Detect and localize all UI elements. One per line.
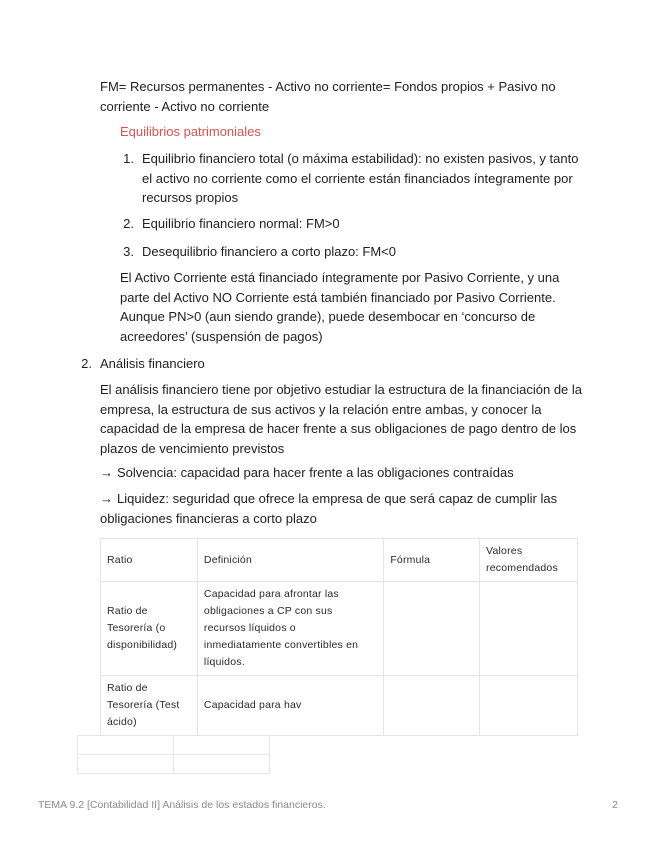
ratios-table	[100, 538, 578, 736]
fm-line-1: FM= Recursos permanentes - Activo no corriente= Fondos propios + Pasivo no	[100, 79, 556, 94]
cell-line: disponibilidad)	[107, 639, 178, 651]
note-line: El Activo Corriente está financiado íntegramente por Pasivo Corriente, y una	[120, 270, 560, 285]
cell-formula	[384, 676, 480, 736]
table-row	[78, 736, 270, 755]
table-row	[101, 582, 578, 676]
note-line: Aunque PN>0 (aun siendo grande), puede desembocar en ‘concurso de	[120, 309, 536, 324]
cell-line: Tesorería (o	[107, 622, 166, 634]
note-line: parte del Activo NO Corriente está también financiado por Pasivo Corriente.	[120, 289, 556, 305]
analisis-paragraph	[100, 380, 582, 458]
paragraph-line: El análisis financiero tiene por objetivo estudiar la estructura de la financiación de la	[100, 382, 583, 397]
cell-definicion: Capacidad para hav	[197, 676, 383, 736]
section-title: Análisis financiero	[100, 356, 205, 371]
cell-line: Capacidad para afrontar las	[203, 588, 339, 600]
liquidez-text-line2: obligaciones financieras a corto plazo	[100, 510, 317, 526]
header-formula: Fórmula	[384, 539, 480, 582]
solvencia-line	[100, 463, 514, 483]
cell-line: Tesorería (Test	[107, 699, 180, 711]
list-number: 1.	[123, 151, 134, 166]
cell-line: recursos líquidos o	[203, 622, 296, 634]
empty-cell	[78, 736, 174, 755]
desequilibrio-note	[120, 268, 559, 346]
empty-cell	[174, 736, 270, 755]
arrow-right-icon: →	[100, 465, 113, 480]
footer-title: TEMA 9.2 [Contabilidad II] Análisis de los estados financieros.	[38, 799, 326, 811]
cell-valores	[480, 582, 578, 676]
liquidez-text: Liquidez: seguridad que ofrece la empresa de que será capaz de cumplir las	[117, 491, 558, 506]
cell-formula	[384, 582, 480, 676]
cell-line: ácido)	[107, 716, 137, 728]
cell-ratio	[101, 676, 198, 736]
equilibrios-heading: Equilibrios patrimoniales	[120, 124, 261, 139]
table-row	[101, 676, 578, 736]
header-valores-line: Valores	[486, 545, 523, 557]
cell-line: líquidos.	[203, 656, 245, 668]
section-number: 2.	[81, 356, 92, 371]
paragraph-line: plazos de vencimiento previstos	[100, 440, 285, 456]
cell-ratio	[101, 582, 198, 676]
table-header-row	[101, 539, 578, 582]
list-item-line: Desequilibrio financiero a corto plazo: FM<0	[142, 244, 396, 259]
cell-line: Ratio de	[107, 605, 148, 617]
list-item-line: el activo no corriente como el corriente están financiados íntegramente por	[142, 170, 573, 186]
arrow-right-icon: →	[100, 491, 113, 506]
cell-definicion	[197, 582, 383, 676]
note-line: acreedores’ (suspensión de pagos)	[120, 328, 323, 344]
cell-valores	[480, 676, 578, 736]
liquidez-block	[100, 489, 557, 528]
header-definicion: Definición	[197, 539, 383, 582]
fm-definition	[100, 77, 556, 116]
paragraph-line: capacidad de la empresa de hacer frente a sus obligaciones de pago dentro de los	[100, 421, 577, 436]
paragraph-line: empresa, la estructura de sus activos y la relación entre ambas, y conocer la	[100, 401, 542, 417]
list-number: 3.	[123, 244, 134, 259]
empty-table-fragment	[77, 735, 270, 774]
solvencia-text: Solvencia: capacidad para hacer frente a las obligaciones contraídas	[117, 465, 514, 480]
header-ratio: Ratio	[101, 539, 198, 582]
list-item-line: Equilibrio financiero normal: FM>0	[142, 216, 340, 231]
cell-line: obligaciones a CP con sus	[203, 605, 333, 617]
header-valores	[480, 539, 578, 582]
page-number: 2	[612, 799, 618, 811]
fm-line-2: corriente - Activo no corriente	[100, 98, 270, 114]
empty-cell	[174, 755, 270, 774]
cell-line: inmediatamente convertibles en	[203, 639, 359, 651]
header-valores-line: recomendados	[486, 562, 558, 574]
cell-line: Ratio de	[107, 682, 148, 694]
list-number: 2.	[123, 216, 134, 231]
empty-cell	[78, 755, 174, 774]
list-item-line: recursos propios	[142, 190, 239, 205]
table-row	[78, 755, 270, 774]
list-item-line: Equilibrio financiero total (o máxima estabilidad): no existen pasivos, y tanto	[142, 151, 579, 166]
